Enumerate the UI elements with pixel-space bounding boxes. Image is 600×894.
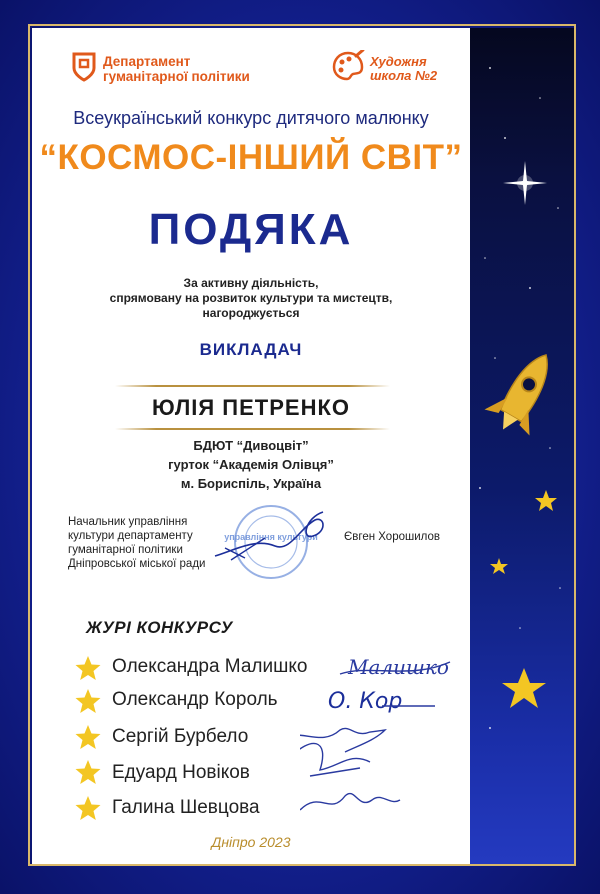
jury-member: Галина Шевцова <box>112 797 260 818</box>
star-icon <box>74 758 102 786</box>
star-icon <box>502 668 546 708</box>
contest-title: “КОСМОС-ІНШИЙ СВІТ” <box>39 138 463 177</box>
signatory-name: Євген Хорошилов <box>344 531 440 543</box>
divider-top <box>115 385 390 387</box>
department-logo-icon <box>70 50 98 82</box>
art-school-logo-text: Художня школа №2 <box>370 54 438 83</box>
description-line: спрямовану на розвиток культури та мистецтв, <box>109 291 393 305</box>
recipient-role: ВИКЛАДАЧ <box>199 340 303 359</box>
recipient-name: ЮЛІЯ ПЕТРЕНКО <box>151 395 351 420</box>
official-stamp-and-signature <box>205 498 345 588</box>
signatory-title-line: Дніпровської міської ради <box>68 558 206 570</box>
space-illustration <box>470 28 574 864</box>
organization-line: БДЮТ “Дивоцвіт” <box>193 438 309 453</box>
svg-text:Малишко: Малишко <box>348 655 449 679</box>
footer-place-year: Дніпро 2023 <box>211 834 291 850</box>
jury-title: ЖУРІ КОНКУРСУ <box>86 618 233 637</box>
jury-member: Олександра Малишко <box>112 656 308 677</box>
jury-signatures <box>300 640 470 840</box>
department-logo-text: Департамент гуманітарної політики <box>103 54 250 84</box>
svg-text:О. Кор: О. Кор <box>328 689 403 714</box>
star-icon <box>74 654 102 682</box>
organization-line: м. Бориспіль, Україна <box>180 476 322 491</box>
divider-bottom <box>115 428 390 430</box>
description-line: нагороджується <box>202 306 300 320</box>
jury-member: Едуард Новіков <box>112 762 250 783</box>
contest-subtitle: Всеукраїнський конкурс дитячого малюнку <box>73 108 429 128</box>
svg-text:управління культури: управління культури <box>224 532 318 542</box>
certificate-heading: ПОДЯКА <box>148 205 354 254</box>
description-line: За активну діяльність, <box>183 276 319 290</box>
space-panel <box>470 28 574 864</box>
signatory-title-line: Начальник управління <box>68 516 188 528</box>
organization-line: гурток “Академія Олівця” <box>168 457 334 472</box>
star-icon <box>74 723 102 751</box>
signatory-title-line: культури департаменту <box>68 530 193 542</box>
star-icon <box>74 794 102 822</box>
star-icon <box>74 687 102 715</box>
jury-member: Сергій Бурбело <box>112 726 249 747</box>
star-icon <box>490 558 508 574</box>
jury-member: Олександр Король <box>112 689 278 710</box>
star-icon <box>535 490 557 511</box>
sparkle-star-icon <box>503 161 547 205</box>
signatory-title-line: гуманітарної політики <box>68 544 183 556</box>
rocket-icon <box>480 342 568 442</box>
art-school-palette-icon <box>332 50 366 82</box>
